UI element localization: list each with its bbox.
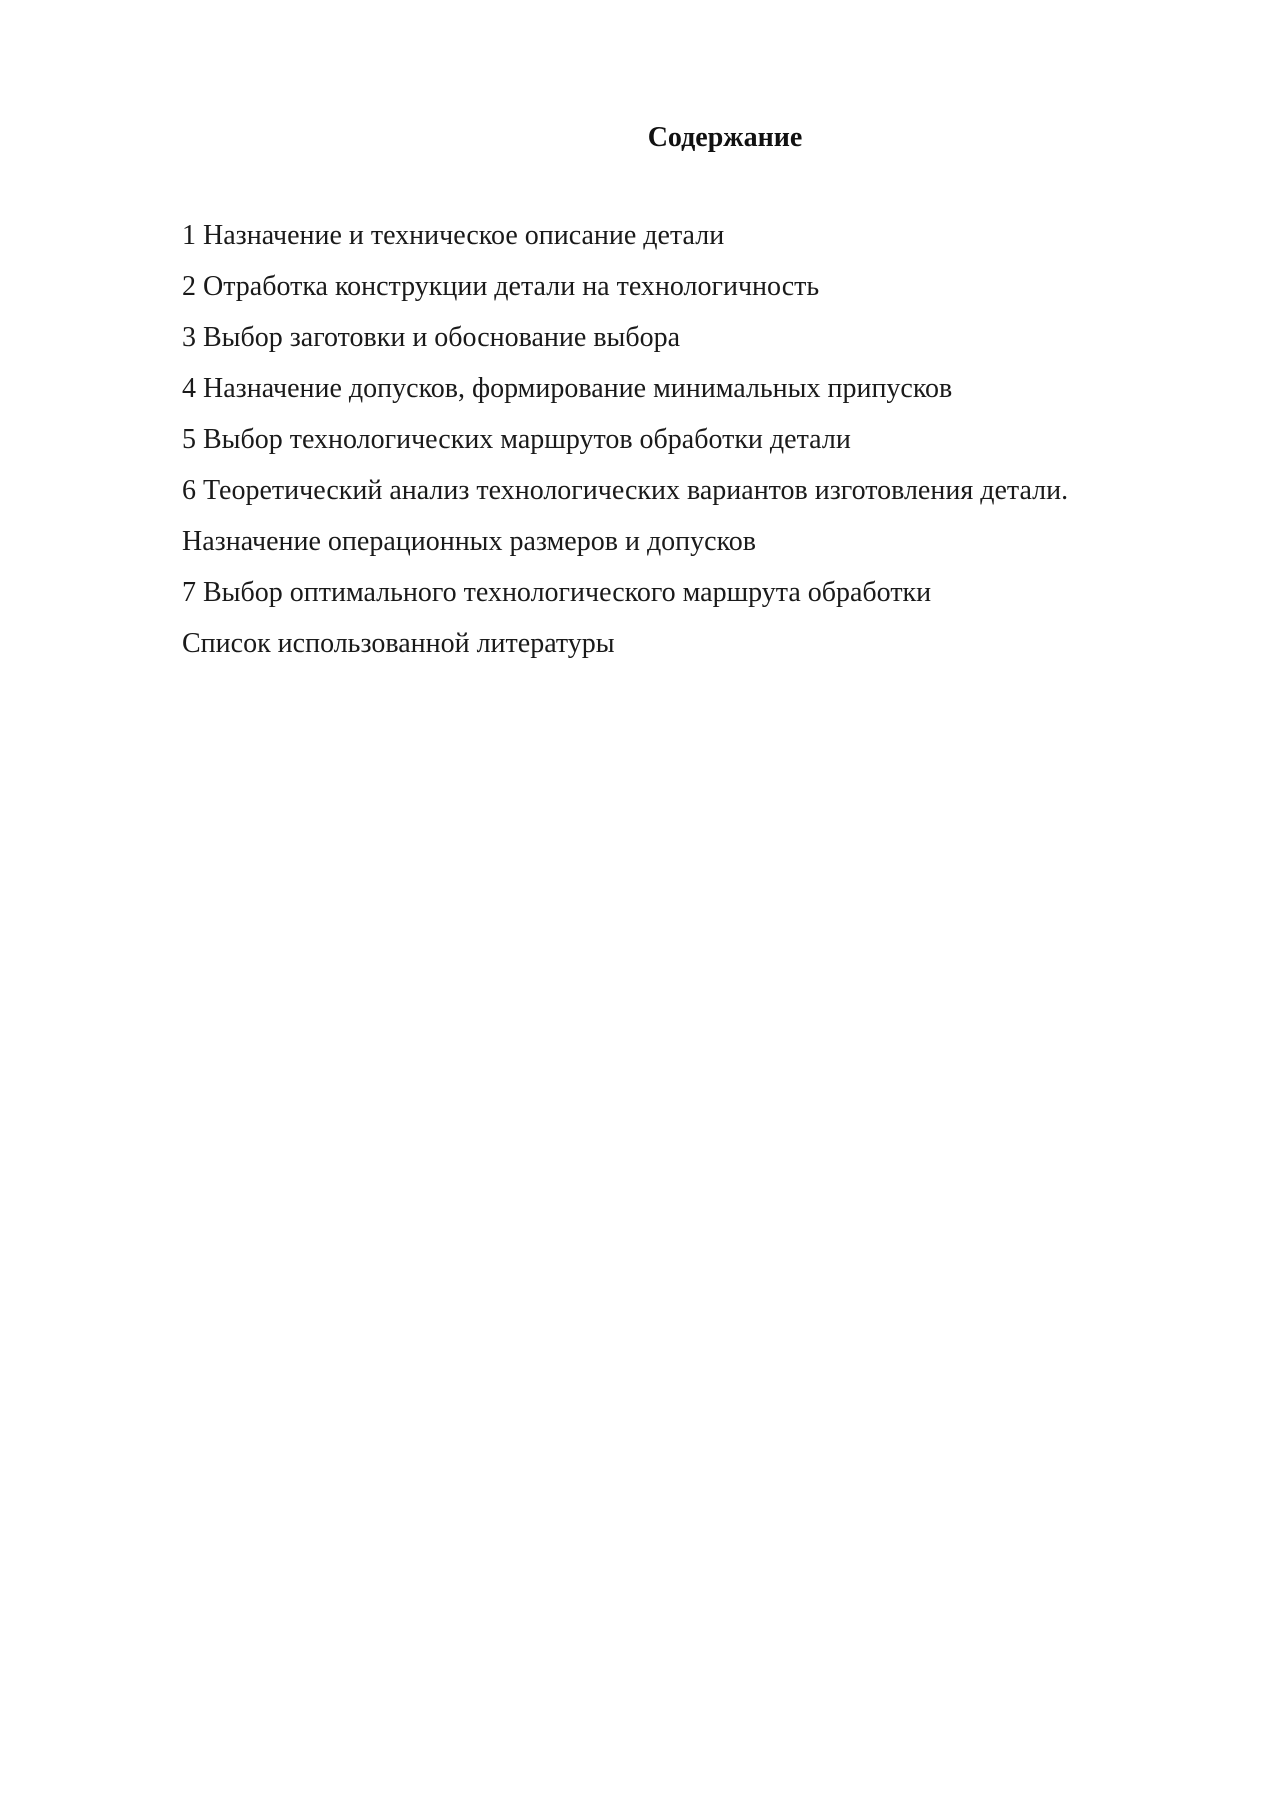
- toc-entry: 2 Отработка конструкции детали на технологичность: [182, 271, 820, 302]
- page-title: Содержание: [647, 122, 803, 153]
- toc-entry: 5 Выбор технологических маршрутов обработки детали: [182, 424, 851, 455]
- toc-entry: 7 Выбор оптимального технологического маршрута обработки: [182, 577, 932, 608]
- toc-entry: 6 Теоретический анализ технологических вариантов изготовления детали.: [182, 475, 1069, 506]
- toc-entry: 4 Назначение допусков, формирование минимальных припусков: [182, 373, 953, 404]
- table-of-contents: [182, 210, 1182, 669]
- toc-entry: Список использованной литературы: [182, 628, 615, 659]
- toc-entry: 1 Назначение и техническое описание детали: [182, 220, 725, 251]
- toc-entry: Назначение операционных размеров и допусков: [182, 526, 756, 557]
- toc-entry: 3 Выбор заготовки и обоснование выбора: [182, 322, 681, 353]
